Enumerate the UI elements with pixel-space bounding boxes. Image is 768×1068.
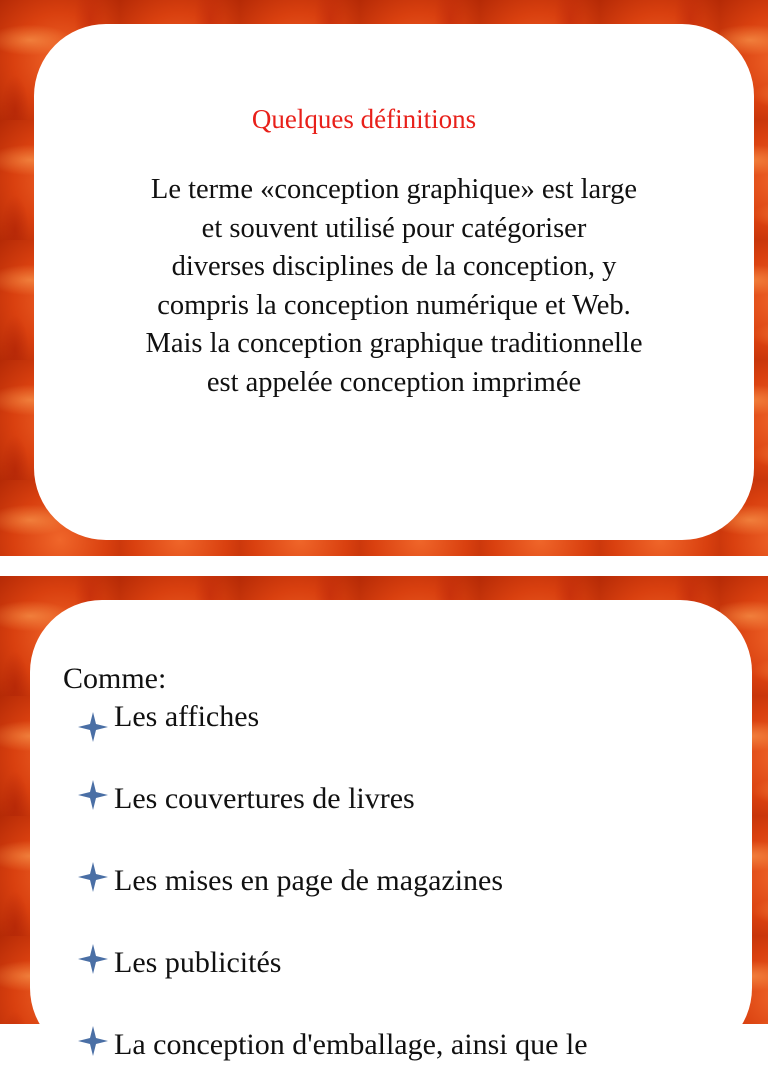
list-intro: Comme: [63, 662, 167, 695]
list-item [78, 946, 718, 986]
text-line: compris la conception numérique et Web. [157, 289, 631, 321]
text-line: est appelée conception imprimée [206, 366, 582, 398]
text-line: et souvent utilisé pour catégoriser [201, 212, 587, 244]
list-item [78, 782, 718, 822]
slide-separator [0, 556, 768, 576]
list-item-label: Les couvertures de livres [114, 782, 415, 815]
list-item [78, 864, 718, 904]
text-line: Mais la conception graphique traditionnelle [145, 328, 643, 359]
slide-title: Quelques définitions [251, 104, 477, 134]
list-item [78, 1028, 718, 1068]
list-item-label: Les affiches [114, 700, 260, 733]
content-card [30, 600, 752, 1060]
four-point-star-icon [78, 712, 108, 742]
list-item [78, 700, 718, 740]
four-point-star-icon [78, 944, 108, 974]
four-point-star-icon [78, 862, 108, 892]
four-point-star-icon [78, 1026, 108, 1056]
list-item-label: Les publicités [114, 946, 282, 979]
definition-text [104, 171, 684, 402]
text-line: diverses disciplines de la conception, y [171, 251, 617, 282]
content-card [34, 24, 754, 540]
text-line: Le terme «conception graphique» est large [150, 174, 638, 205]
list-item-label: La conception d'emballage, ainsi que le [114, 1028, 588, 1061]
list-item-label: Les mises en page de magazines [114, 864, 504, 897]
four-point-star-icon [78, 780, 108, 810]
slide-examples [0, 576, 768, 1061]
